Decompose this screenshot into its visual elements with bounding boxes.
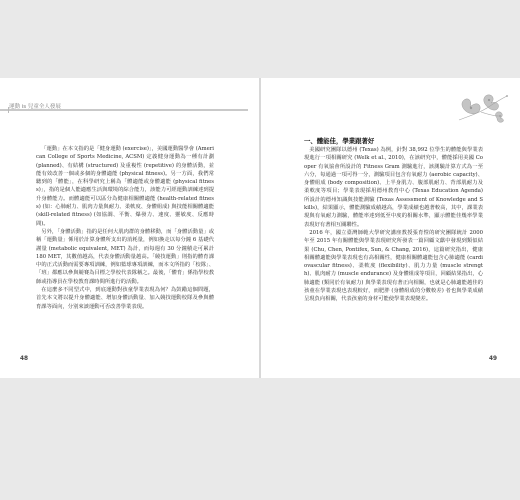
book-spread bbox=[0, 78, 520, 378]
paragraph: 美國研究團隊以德州 (Texas) 為例，針對 38,992 位學生的體能與學業表現進行一項相關研究 (Welk et al., 2010)，在該研究中，體能採用美國 Cooper 有氧協會所設計的 Fitness Gram 測驗進行，該測驗計算方式為一至六分，每通過一項可得一分，測驗項目包含有氧耐力 (aerobic capacity)、身體組成 (body composition)、上半身肌力、腹部肌耐力、背部肌耐力及柔軟度等項目；學業表現採用德州教育中心 (Texas Education Agenda) 所設計的德州知識與技能測驗 (Texas Assessment of Knowledge and Skills)，結果顯示，體能測驗成績越高，學業成績也越著較高，其中，課業表現與有氧耐力測驗，體能率達到低至中度的相關水準，顯示體能佳幾率學業表現好有著相互關聯性。 bbox=[304, 147, 483, 228]
paragraph: 在這麼多不同型式中，到底運動對孩童學業表現為何？為鼓勵這個問題，首先本文將以提升身體適能、增加身體活動量、加入競技運動校隊及參與體育課等面向，分別來談運動可否改善學業表現。 bbox=[36, 287, 214, 310]
right-body-text bbox=[304, 146, 483, 304]
left-page bbox=[0, 78, 259, 378]
section-heading: 一、體能佳，學業跟著好 bbox=[304, 137, 375, 145]
paragraph: 2016 年，國立臺灣師範大學研究講座教授張育愷的研究團隊統計 2000 年至 2015 年有關體能與學業表現研究所發表一篇回顧文獻中發現到類似結果 (Chu, Chen, Pontifex, Sun, & Chang, 2016)，這篇研究指出，健康相關體適能與學業表現也有高相關性，健康相關體適能包含心肺適能 (cardiovascular fitness)、柔軟度 (flexibility)、肌力力量 (muscle strength)、肌肉耐力 (muscle endurance) 及身體組成等項目，回顧結果指出，心肺適能 (類同於有氧耐力) 與學業表現有著正向相關，也就是心肺適能越佳的孩童在學業表現也表現較好，而肥胖 (身體組成的分數較差) 者也與學業成績呈現負向相關，代表孩童的身材可能使學業表現變差。 bbox=[304, 229, 483, 303]
paragraph: 「運動」在本文指的是「健身運動 (exercise)」，美國運動醫學會 (American College of Sports Medicine, ACSM) 定義健身運動為一種有計劃 (planned)、有結構 (structured) 及重複性 (repetitive) 的身體活動，並能有效改善一個或多個的身體適能 (physical fitness)。另一方面，我們常聽到的「體能」，在科學研究上稱為「體適能或身體適能 (physical fitness)」，指的是個人能適應生活與環境的綜合能力，該能力可經運動訓練達到提升身體能力。而體適能可以區分為健康相關體適能 (health-related fitness) (如：心肺耐力、肌肉力量與耐力、柔軟度、身體組成) 與技能相關體適能 (skill-related fitness) (如協調、平衡、爆發力、速度、靈敏度、反應時間)。 bbox=[36, 146, 214, 227]
paragraph: 另外，「身體活動」指的是任何大肌肉群的身體移動，而「身體活動量」或稱「運動量」係用於計算身體所支出的消耗量，例如換走以每分鐘 6 基礎代謝量 (metabolic equivalent, MET) 為計，而每週有 30 分鐘積走可累計 180 MET，其數值越高，代表身體活動量越高。「競技運動」則指的體育課中的正式活動而需要專項訓練，例如籃球專項訓練，而本文所指的「校隊」、「班」都應以參與競賽為目標之學校代表隊稱之。最後，「體育」係指學校教師或指導員在學校教育課時間所進行的活動。 bbox=[36, 228, 214, 285]
running-head: 運動 is 兒童全人發展 bbox=[9, 104, 61, 110]
page-number: 48 bbox=[20, 356, 29, 362]
left-body-text bbox=[36, 145, 214, 311]
right-page bbox=[261, 78, 520, 378]
page-number: 49 bbox=[489, 356, 498, 362]
floral-ornament-icon bbox=[457, 90, 511, 124]
